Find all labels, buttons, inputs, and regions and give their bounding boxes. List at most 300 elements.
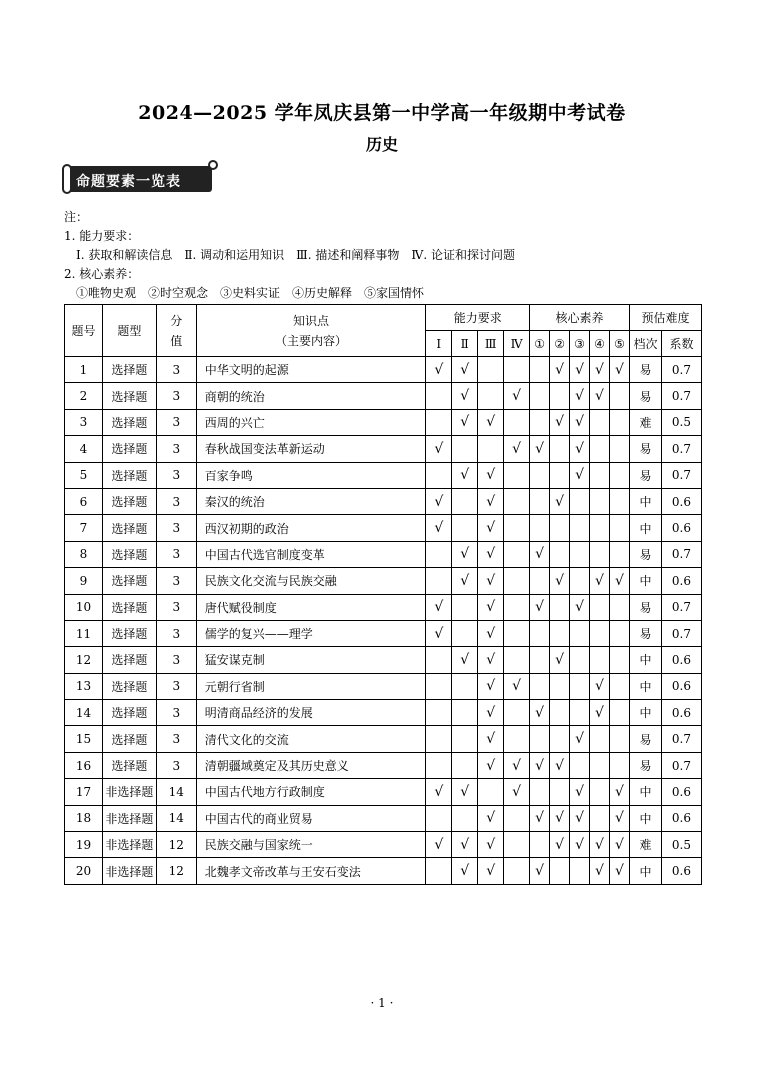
cell-level: 中 <box>629 488 661 514</box>
cell-check <box>504 515 530 541</box>
cell-topic: 秦汉的统治 <box>196 488 426 514</box>
table-row <box>65 488 702 514</box>
cell-score: 3 <box>156 462 196 488</box>
cell-check: √ <box>426 357 452 383</box>
cell-check: √ <box>550 488 570 514</box>
cell-check <box>530 383 550 409</box>
cell-check: √ <box>550 357 570 383</box>
cell-check <box>504 488 530 514</box>
cell-num: 6 <box>65 488 103 514</box>
cell-coef: 0.6 <box>661 858 701 884</box>
cell-topic: 清朝疆域奠定及其历史意义 <box>196 752 426 778</box>
cell-check <box>610 462 630 488</box>
cell-check <box>478 383 504 409</box>
cell-type: 选择题 <box>102 515 156 541</box>
cell-check: √ <box>550 832 570 858</box>
cell-check <box>530 357 550 383</box>
cell-level: 易 <box>629 357 661 383</box>
cell-check <box>426 726 452 752</box>
cell-check: √ <box>550 647 570 673</box>
cell-check: √ <box>452 541 478 567</box>
ability-items: Ⅰ. 获取和解读信息 Ⅱ. 调动和运用知识 Ⅲ. 描述和阐释事物 Ⅳ. 论证和探讨问题 <box>76 248 515 262</box>
cell-level: 中 <box>629 700 661 726</box>
cell-coef: 0.6 <box>661 805 701 831</box>
cell-num: 1 <box>65 357 103 383</box>
cell-check <box>426 700 452 726</box>
cell-check: √ <box>590 673 610 699</box>
cell-check: √ <box>570 779 590 805</box>
cell-score: 3 <box>156 383 196 409</box>
cell-check <box>504 462 530 488</box>
cell-check: √ <box>610 832 630 858</box>
cell-check: √ <box>550 805 570 831</box>
cell-check <box>550 383 570 409</box>
cell-coef: 0.6 <box>661 488 701 514</box>
table-row <box>65 541 702 567</box>
cell-check <box>504 647 530 673</box>
cell-check: √ <box>504 779 530 805</box>
header-knowledge-label: 知识点 <box>293 313 330 328</box>
cell-check <box>610 726 630 752</box>
cell-check <box>452 488 478 514</box>
cell-check: √ <box>590 383 610 409</box>
banner-label: 命题要素一览表 <box>76 174 181 190</box>
cell-check <box>452 620 478 646</box>
cell-check <box>550 620 570 646</box>
cell-check <box>550 673 570 699</box>
cell-check <box>610 620 630 646</box>
cell-check <box>570 541 590 567</box>
table-row <box>65 726 702 752</box>
header-level: 档次 <box>629 331 661 357</box>
cell-topic: 中国古代选官制度变革 <box>196 541 426 567</box>
cell-check: √ <box>426 832 452 858</box>
header-literacy-col: ① <box>530 331 550 357</box>
cell-check: √ <box>530 752 550 778</box>
cell-topic: 春秋战国变法革新运动 <box>196 436 426 462</box>
ability-heading: 1. 能力要求： <box>64 229 140 243</box>
cell-check: √ <box>570 409 590 435</box>
cell-check <box>570 488 590 514</box>
cell-score: 3 <box>156 568 196 594</box>
cell-score: 3 <box>156 726 196 752</box>
cell-score: 3 <box>156 357 196 383</box>
cell-num: 20 <box>65 858 103 884</box>
cell-check: √ <box>570 436 590 462</box>
header-literacy-col: ⑤ <box>610 331 630 357</box>
cell-check <box>550 858 570 884</box>
cell-topic: 民族文化交流与民族交融 <box>196 568 426 594</box>
cell-level: 中 <box>629 858 661 884</box>
cell-check: √ <box>504 752 530 778</box>
cell-num: 2 <box>65 383 103 409</box>
table-row <box>65 620 702 646</box>
cell-check <box>550 462 570 488</box>
header-literacy-col: ④ <box>590 331 610 357</box>
cell-coef: 0.7 <box>661 383 701 409</box>
cell-coef: 0.7 <box>661 541 701 567</box>
cell-check: √ <box>478 462 504 488</box>
cell-check <box>504 620 530 646</box>
table-row <box>65 673 702 699</box>
cell-score: 3 <box>156 436 196 462</box>
cell-check: √ <box>590 858 610 884</box>
cell-check: √ <box>478 726 504 752</box>
cell-num: 15 <box>65 726 103 752</box>
cell-check: √ <box>452 462 478 488</box>
header-ability-col: Ⅰ <box>426 331 452 357</box>
cell-type: 选择题 <box>102 383 156 409</box>
cell-check <box>530 832 550 858</box>
cell-num: 5 <box>65 462 103 488</box>
cell-check: √ <box>570 462 590 488</box>
cell-topic: 北魏孝文帝改革与王安石变法 <box>196 858 426 884</box>
cell-type: 选择题 <box>102 647 156 673</box>
cell-level: 难 <box>629 409 661 435</box>
cell-check: √ <box>610 858 630 884</box>
cell-score: 12 <box>156 832 196 858</box>
cell-check <box>550 726 570 752</box>
table-row <box>65 409 702 435</box>
cell-check <box>610 541 630 567</box>
table-row <box>65 515 702 541</box>
cell-coef: 0.6 <box>661 673 701 699</box>
cell-coef: 0.7 <box>661 436 701 462</box>
cell-num: 11 <box>65 620 103 646</box>
cell-check <box>590 594 610 620</box>
cell-level: 易 <box>629 594 661 620</box>
cell-check <box>504 594 530 620</box>
cell-score: 3 <box>156 673 196 699</box>
cell-check <box>478 436 504 462</box>
cell-score: 3 <box>156 594 196 620</box>
cell-coef: 0.7 <box>661 620 701 646</box>
cell-check <box>590 541 610 567</box>
table-row <box>65 779 702 805</box>
cell-check <box>426 541 452 567</box>
cell-check <box>504 357 530 383</box>
cell-check <box>530 488 550 514</box>
cell-check <box>426 383 452 409</box>
cell-check: √ <box>530 541 550 567</box>
cell-check <box>550 779 570 805</box>
table-row <box>65 436 702 462</box>
cell-check: √ <box>478 805 504 831</box>
cell-type: 选择题 <box>102 541 156 567</box>
cell-check: √ <box>550 752 570 778</box>
cell-topic: 中国古代地方行政制度 <box>196 779 426 805</box>
cell-level: 易 <box>629 383 661 409</box>
cell-check <box>610 700 630 726</box>
table-row <box>65 832 702 858</box>
cell-check <box>452 515 478 541</box>
cell-check: √ <box>452 647 478 673</box>
page-number: · 1 · <box>370 996 394 1010</box>
cell-coef: 0.5 <box>661 832 701 858</box>
cell-num: 16 <box>65 752 103 778</box>
cell-check: √ <box>452 858 478 884</box>
cell-check <box>478 779 504 805</box>
cell-type: 选择题 <box>102 673 156 699</box>
banner-scroll-curl <box>62 164 72 194</box>
cell-check <box>590 647 610 673</box>
cell-score: 3 <box>156 515 196 541</box>
cell-type: 选择题 <box>102 488 156 514</box>
cell-check: √ <box>426 779 452 805</box>
cell-check <box>610 594 630 620</box>
cell-type: 选择题 <box>102 700 156 726</box>
notes-section <box>64 208 515 303</box>
cell-check <box>610 488 630 514</box>
cell-check <box>570 700 590 726</box>
cell-check <box>452 752 478 778</box>
cell-num: 19 <box>65 832 103 858</box>
cell-coef: 0.7 <box>661 594 701 620</box>
header-num: 题号 <box>65 305 103 357</box>
cell-type: 非选择题 <box>102 832 156 858</box>
header-knowledge <box>196 305 426 357</box>
cell-check: √ <box>452 357 478 383</box>
cell-check <box>610 409 630 435</box>
exam-element-table <box>64 304 702 885</box>
cell-type: 非选择题 <box>102 805 156 831</box>
cell-num: 13 <box>65 673 103 699</box>
cell-check <box>610 515 630 541</box>
banner-scroll-curl-top <box>208 160 218 170</box>
header-ability-col: Ⅳ <box>504 331 530 357</box>
cell-check <box>590 462 610 488</box>
literacy-items: ①唯物史观 ②时空观念 ③史料实证 ④历史解释 ⑤家国情怀 <box>76 286 425 300</box>
cell-check <box>504 726 530 752</box>
header-ability-col: Ⅱ <box>452 331 478 357</box>
cell-topic: 元朝行省制 <box>196 673 426 699</box>
table-row <box>65 357 702 383</box>
cell-type: 选择题 <box>102 620 156 646</box>
cell-check <box>610 673 630 699</box>
cell-check <box>426 673 452 699</box>
cell-check: √ <box>530 858 550 884</box>
cell-score: 12 <box>156 858 196 884</box>
cell-check: √ <box>610 568 630 594</box>
cell-type: 非选择题 <box>102 858 156 884</box>
cell-coef: 0.6 <box>661 779 701 805</box>
cell-check <box>426 568 452 594</box>
cell-check: √ <box>426 436 452 462</box>
cell-check: √ <box>504 673 530 699</box>
cell-check: √ <box>530 700 550 726</box>
cell-coef: 0.6 <box>661 568 701 594</box>
header-literacy-col: ③ <box>570 331 590 357</box>
cell-check: √ <box>570 383 590 409</box>
cell-check <box>550 541 570 567</box>
cell-check: √ <box>426 488 452 514</box>
cell-check: √ <box>478 568 504 594</box>
cell-check: √ <box>590 568 610 594</box>
cell-topic: 民族交融与国家统一 <box>196 832 426 858</box>
cell-num: 10 <box>65 594 103 620</box>
cell-check <box>530 462 550 488</box>
cell-check: √ <box>478 647 504 673</box>
cell-coef: 0.6 <box>661 700 701 726</box>
cell-check: √ <box>426 620 452 646</box>
cell-level: 易 <box>629 726 661 752</box>
cell-num: 3 <box>65 409 103 435</box>
table-row <box>65 805 702 831</box>
cell-check <box>452 700 478 726</box>
cell-check <box>610 383 630 409</box>
cell-check <box>478 357 504 383</box>
cell-level: 中 <box>629 647 661 673</box>
cell-check <box>426 752 452 778</box>
cell-coef: 0.7 <box>661 462 701 488</box>
cell-check: √ <box>478 620 504 646</box>
cell-num: 8 <box>65 541 103 567</box>
header-difficulty: 预估难度 <box>629 305 701 331</box>
cell-check <box>452 805 478 831</box>
cell-check <box>570 647 590 673</box>
cell-level: 易 <box>629 436 661 462</box>
cell-check <box>530 726 550 752</box>
cell-check <box>610 752 630 778</box>
cell-check <box>426 858 452 884</box>
cell-check <box>590 779 610 805</box>
cell-check <box>550 515 570 541</box>
cell-coef: 0.5 <box>661 409 701 435</box>
cell-check <box>610 436 630 462</box>
table-row <box>65 383 702 409</box>
cell-topic: 商朝的统治 <box>196 383 426 409</box>
cell-score: 3 <box>156 620 196 646</box>
cell-check <box>530 673 550 699</box>
cell-check: √ <box>478 752 504 778</box>
cell-topic: 中华文明的起源 <box>196 357 426 383</box>
cell-check <box>570 568 590 594</box>
cell-score: 14 <box>156 805 196 831</box>
cell-check: √ <box>570 594 590 620</box>
cell-check: √ <box>504 436 530 462</box>
cell-check <box>504 541 530 567</box>
cell-check <box>590 620 610 646</box>
cell-check <box>452 436 478 462</box>
header-score: 分 值 <box>156 305 196 357</box>
cell-check <box>530 515 550 541</box>
cell-level: 中 <box>629 568 661 594</box>
cell-check <box>570 752 590 778</box>
cell-coef: 0.7 <box>661 726 701 752</box>
cell-level: 难 <box>629 832 661 858</box>
cell-check <box>426 409 452 435</box>
cell-check: √ <box>478 541 504 567</box>
cell-check: √ <box>452 409 478 435</box>
cell-num: 18 <box>65 805 103 831</box>
header-literacy: 核心素养 <box>530 305 630 331</box>
cell-num: 12 <box>65 647 103 673</box>
cell-check <box>530 779 550 805</box>
table-row <box>65 700 702 726</box>
cell-check <box>530 568 550 594</box>
cell-check: √ <box>478 858 504 884</box>
cell-check <box>590 726 610 752</box>
cell-check: √ <box>478 673 504 699</box>
cell-check <box>452 726 478 752</box>
literacy-heading: 2. 核心素养： <box>64 267 140 281</box>
cell-level: 易 <box>629 462 661 488</box>
table-row <box>65 462 702 488</box>
cell-check: √ <box>610 805 630 831</box>
cell-check: √ <box>478 700 504 726</box>
cell-check: √ <box>530 805 550 831</box>
cell-type: 选择题 <box>102 436 156 462</box>
cell-check <box>530 620 550 646</box>
cell-topic: 猛安谋克制 <box>196 647 426 673</box>
cell-level: 中 <box>629 779 661 805</box>
cell-check: √ <box>426 594 452 620</box>
cell-check: √ <box>570 726 590 752</box>
cell-check: √ <box>478 409 504 435</box>
cell-score: 3 <box>156 700 196 726</box>
cell-type: 选择题 <box>102 752 156 778</box>
cell-check: √ <box>530 594 550 620</box>
cell-check <box>590 752 610 778</box>
cell-check: √ <box>426 515 452 541</box>
cell-score: 3 <box>156 752 196 778</box>
cell-level: 中 <box>629 515 661 541</box>
cell-type: 选择题 <box>102 594 156 620</box>
cell-check <box>550 700 570 726</box>
cell-check <box>590 436 610 462</box>
cell-num: 14 <box>65 700 103 726</box>
cell-check <box>570 515 590 541</box>
cell-check: √ <box>530 436 550 462</box>
cell-score: 3 <box>156 647 196 673</box>
table-row <box>65 647 702 673</box>
cell-num: 4 <box>65 436 103 462</box>
cell-check <box>530 647 550 673</box>
cell-check: √ <box>478 488 504 514</box>
cell-check <box>504 568 530 594</box>
cell-check: √ <box>550 568 570 594</box>
cell-type: 选择题 <box>102 462 156 488</box>
cell-check <box>426 647 452 673</box>
cell-check: √ <box>504 383 530 409</box>
page-title: 2024—2025 学年凤庆县第一中学高一年级期中考试卷 <box>138 102 626 124</box>
cell-num: 9 <box>65 568 103 594</box>
cell-check <box>504 832 530 858</box>
header-coef: 系数 <box>661 331 701 357</box>
header-ability: 能力要求 <box>426 305 530 331</box>
header-type: 题型 <box>102 305 156 357</box>
cell-topic: 百家争鸣 <box>196 462 426 488</box>
cell-type: 选择题 <box>102 409 156 435</box>
cell-check <box>426 805 452 831</box>
cell-level: 易 <box>629 752 661 778</box>
notes-heading: 注： <box>64 210 89 224</box>
cell-check: √ <box>478 594 504 620</box>
cell-check <box>452 594 478 620</box>
cell-level: 中 <box>629 805 661 831</box>
cell-check: √ <box>478 515 504 541</box>
cell-level: 易 <box>629 620 661 646</box>
cell-check <box>570 620 590 646</box>
cell-check <box>590 805 610 831</box>
cell-coef: 0.7 <box>661 357 701 383</box>
cell-num: 7 <box>65 515 103 541</box>
cell-check <box>504 858 530 884</box>
cell-check: √ <box>452 779 478 805</box>
header-ability-col: Ⅲ <box>478 331 504 357</box>
cell-check: √ <box>452 383 478 409</box>
cell-check: √ <box>452 832 478 858</box>
